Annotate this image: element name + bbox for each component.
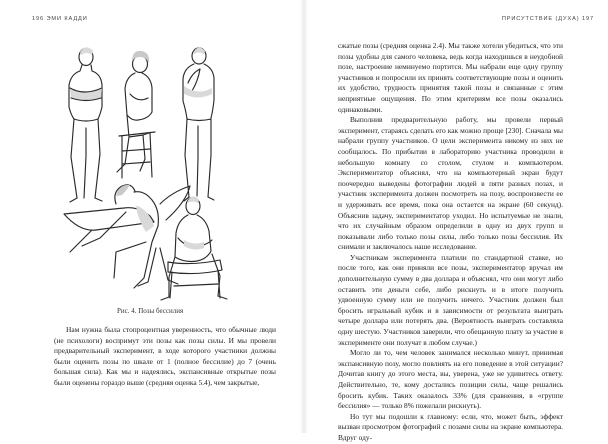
standing-hand-to-face-figure — [183, 47, 214, 201]
seated-hands-clasped-figure — [161, 196, 227, 300]
paragraph: сжатые позы (средняя оценка 2.4). Мы также хотели убедиться, что эти позы удобны для самого человека, ведь когда находишься в неудобной позе, настроение неминуемо портится. Мы набрали еще одну группу участников и попросили их принять соответствующие позы и оценить их удобство, трудность принятия такой позы и связанные с этим неприятные ощущения. По этим критериям все позы оказались одинаковыми. — [338, 41, 563, 114]
running-head-left: 196 ЭМИ КАДДИ — [32, 16, 88, 22]
paragraph: Нам нужна была стопроцентная уверенность, что обычные люди (не психологи) воспримут эти позы как позы силы. И мы провели предварительный эксперимент, в ходе которого участники должны были оценить позы по шкале от 1 (полное бессилие) до 7 (очень большая сила). Как мы и надеялись, экспансивные открытые позы были оценены гораздо выше (средняя оценка 5.4), чем закрытые, — [54, 325, 276, 387]
paragraph: Участникам эксперимента платили по стандартной ставке, но после того, как они приняли все позы, экспериментатор вручал им дополнительную сумму в два доллара и объяснял, что они могут либо оставить эти деньги себе, либо рискнуть и в итоге получить удвоенную сумму или не получить ничего. Участник должен был бросить игральный кубик и в зависимости от результата выиграть четыре доллара или потерять два. (Вероятность выиграть составляла одну шестую. Участников заверили, что обещанную плату за участие в эксперименте они получат в любом случае.) — [338, 252, 563, 347]
right-page — [304, 0, 608, 442]
powerless-poses-illustration — [56, 36, 244, 304]
seated-woman-figure — [117, 51, 155, 178]
paragraph: Могло ли то, чем человек занимался несколько минут, принимая экспансивную позу, могло повлиять на его поведение в этой ситуации? Дочитав книгу до этого места, вы, уверена, уже не удивитесь ответу. Действительно, те, кому достались позиции силы, чаще решались бросить кубик. Таких оказалось 33% (для сравнения, в «группе бессилия» — только 8% пожелали рискнуть). — [338, 348, 563, 411]
left-body-text — [54, 325, 276, 389]
standing-arms-crossed-figure — [69, 47, 102, 202]
left-page — [0, 0, 304, 433]
figure-powerless-poses — [56, 36, 244, 304]
paragraph: Но тут мы подошли к главному: если, что, может быть, эффект вызван просмотром фотографий с позами силы на экране компьютера. Вдруг оду- — [338, 411, 563, 442]
paragraph: Выполнив предварительную работу, мы провели первый эксперимент, стараясь сделать его как можно проще [230]. Сначала мы набрали группу участников. О цели эксперимента никому из них не сообщалось. По прибытии в лабораторию участника проводили в небольшую комнату со столом, стулом и компьютером. Экспериментатор объяснял, что на компьютерный экран будут поочередно выведены фотографии людей в пяти разных позах, и участник эксперимента должен посмотреть на позу, воспроизвести ее и удерживать все время, пока она остается на экране (60 секунд). Объяснив задачу, экспериментатор уходил. Но испытуемые не знали, что их случайным образом определили в одну из двух групп и показывали либо только позы силы, либо только позы бессилия. Их снимали и заключалось наше исследование. — [338, 115, 563, 252]
running-head-right: ПРИСУТСТВИЕ (ДУХА) 197 — [501, 16, 594, 22]
figure-caption: Рис. 4. Позы бессилия — [117, 307, 184, 315]
right-body-text — [338, 41, 563, 444]
